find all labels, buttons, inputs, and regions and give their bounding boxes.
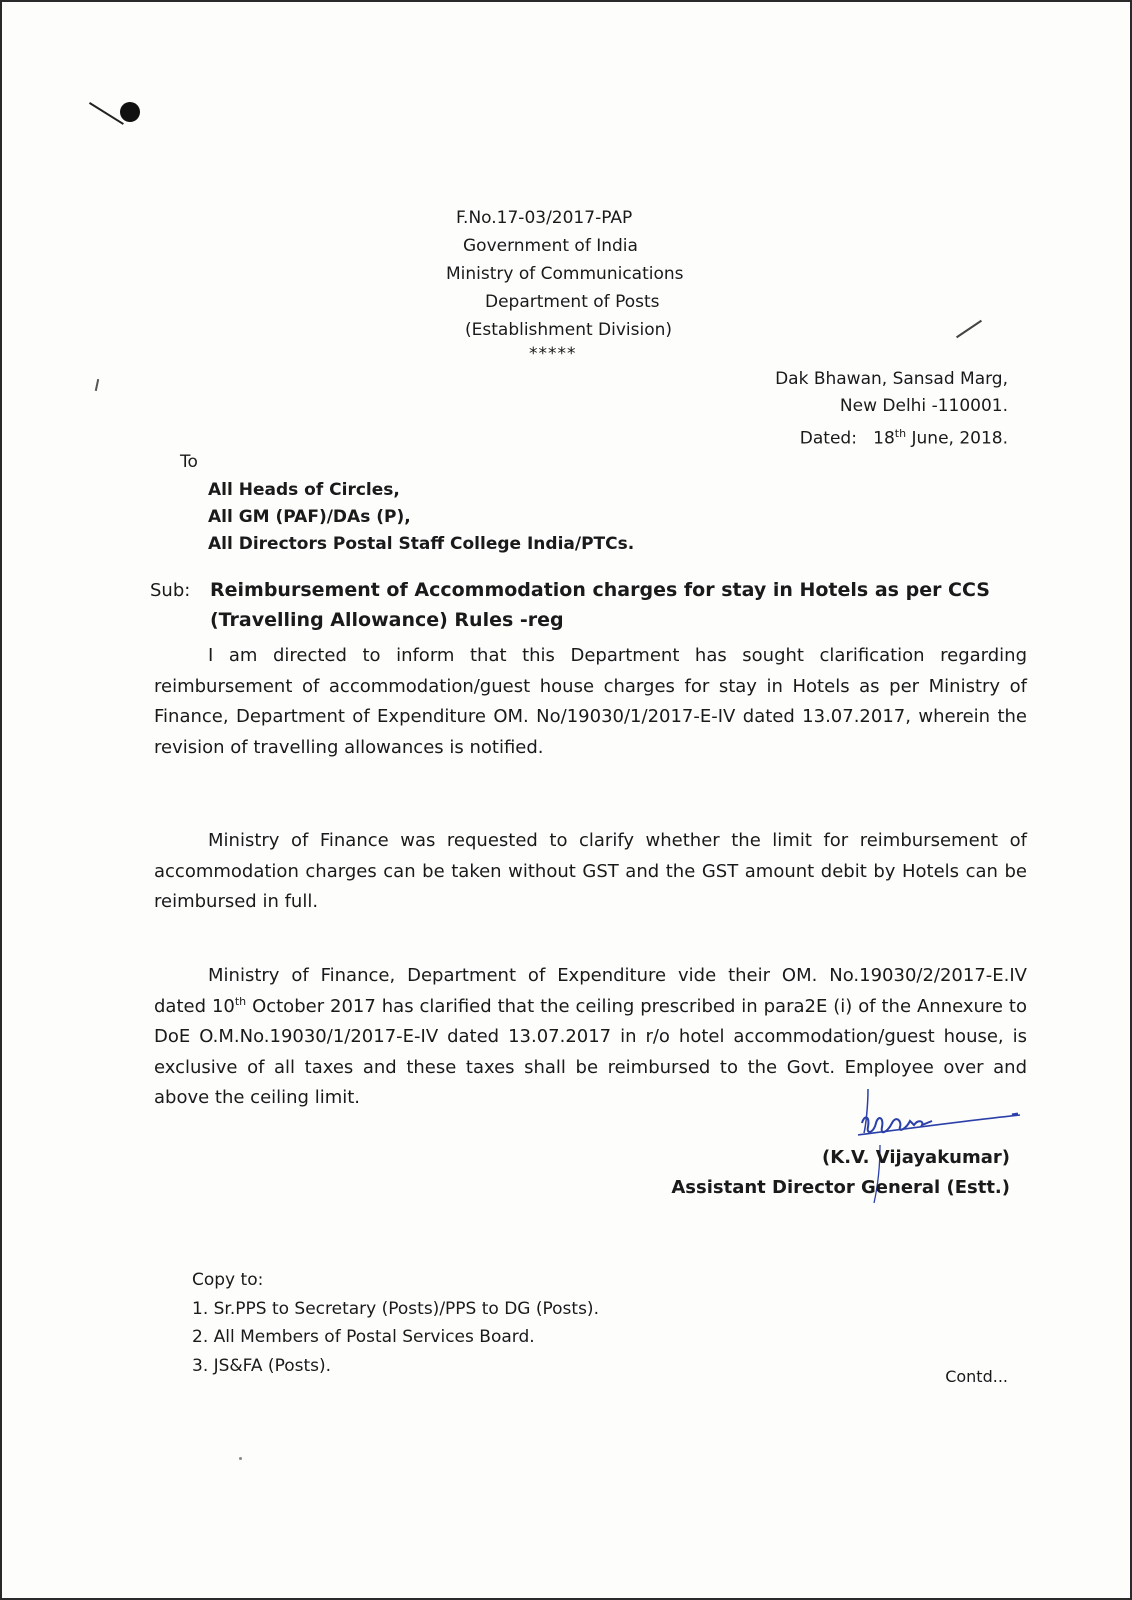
punch-hole-mark xyxy=(120,102,140,122)
to-label: To xyxy=(180,452,198,472)
paragraph-2 xyxy=(154,826,1027,918)
dated-label: Dated: xyxy=(799,428,857,449)
recipient-item: All GM (PAF)/DAs (P), xyxy=(208,507,411,527)
date-day: 18 xyxy=(873,428,895,449)
copy-to-item: 2. All Members of Postal Services Board. xyxy=(192,1327,535,1347)
department-name: Department of Posts xyxy=(485,292,660,312)
scan-speck xyxy=(239,1457,242,1460)
punch-mark-line xyxy=(89,102,124,125)
date-line xyxy=(775,420,1008,453)
recipient-item: All Heads of Circles, xyxy=(208,480,400,500)
address-line-2: New Delhi -110001. xyxy=(839,396,1008,416)
subject-block xyxy=(150,575,1030,635)
government-name: Government of India xyxy=(463,236,638,256)
subject-label: Sub: xyxy=(150,580,191,601)
recipient-item: All Directors Postal Staff College India/PTCs. xyxy=(208,534,635,554)
date-rest: June, 2018. xyxy=(911,428,1008,449)
signatory-name: (K.V. Vijayakumar) xyxy=(822,1147,1010,1168)
paragraph-1-text: I am directed to inform that this Department has sought clarification regarding reimbursement of accommodation/guest house charges for stay in Hotels as per Ministry of Finance, Department of Expenditure OM. No/19030/1/2017-E-IV dated 13.07.2017, wherein the revision of travelling allowances is notified. xyxy=(154,645,1027,758)
paragraph-3-text-b: October 2017 has clarified that the ceiling prescribed in para2E (i) of the Annexure to DoE O.M.No.19030/1/2017-E-IV dated 13.07.2017 in r/o hotel accommodation/guest house, is exclusive of all taxes and these taxes shall be reimbursed to the Govt. Employee over and above the ceiling limit. xyxy=(154,995,1027,1108)
copy-to-item: 3. JS&FA (Posts). xyxy=(192,1355,332,1376)
copy-to-block xyxy=(192,1266,599,1380)
pen-tick-mark xyxy=(956,320,982,338)
sender-address xyxy=(775,366,1008,453)
continued-marker: Contd... xyxy=(945,1367,1008,1386)
address-line-1: Dak Bhawan, Sansad Marg, xyxy=(775,369,1008,389)
paragraph-3-text-a: Ministry of Finance, Department of Expenditure vide their OM. No.19030/2/2017-E.IV dated 10 xyxy=(154,965,1027,1017)
recipient-list xyxy=(208,477,634,558)
copy-to-label: Copy to: xyxy=(192,1270,264,1290)
file-number: F.No.17-03/2017-PAP xyxy=(456,208,633,228)
header-separator: ***** xyxy=(529,344,577,364)
paragraph-3-superscript: th xyxy=(234,994,247,1008)
signatory-block xyxy=(671,1143,1010,1203)
paragraph-2-text: Ministry of Finance was requested to clarify whether the limit for reimbursement of accommodation charges can be taken without GST and the GST amount debit by Hotels can be reimbursed in full. xyxy=(154,830,1027,912)
subject-text: Reimbursement of Accommodation charges for stay in Hotels as per CCS (Travelling Allowance) Rules -reg xyxy=(210,579,990,631)
ministry-name: Ministry of Communications xyxy=(446,264,684,284)
paragraph-1 xyxy=(154,641,1027,763)
copy-to-item: 1. Sr.PPS to Secretary (Posts)/PPS to DG (Posts). xyxy=(192,1298,599,1319)
date-suffix: th xyxy=(894,427,907,440)
pen-stray-mark xyxy=(95,379,99,391)
signatory-designation: Assistant Director General (Estt.) xyxy=(671,1177,1010,1198)
division-name: (Establishment Division) xyxy=(465,320,673,340)
